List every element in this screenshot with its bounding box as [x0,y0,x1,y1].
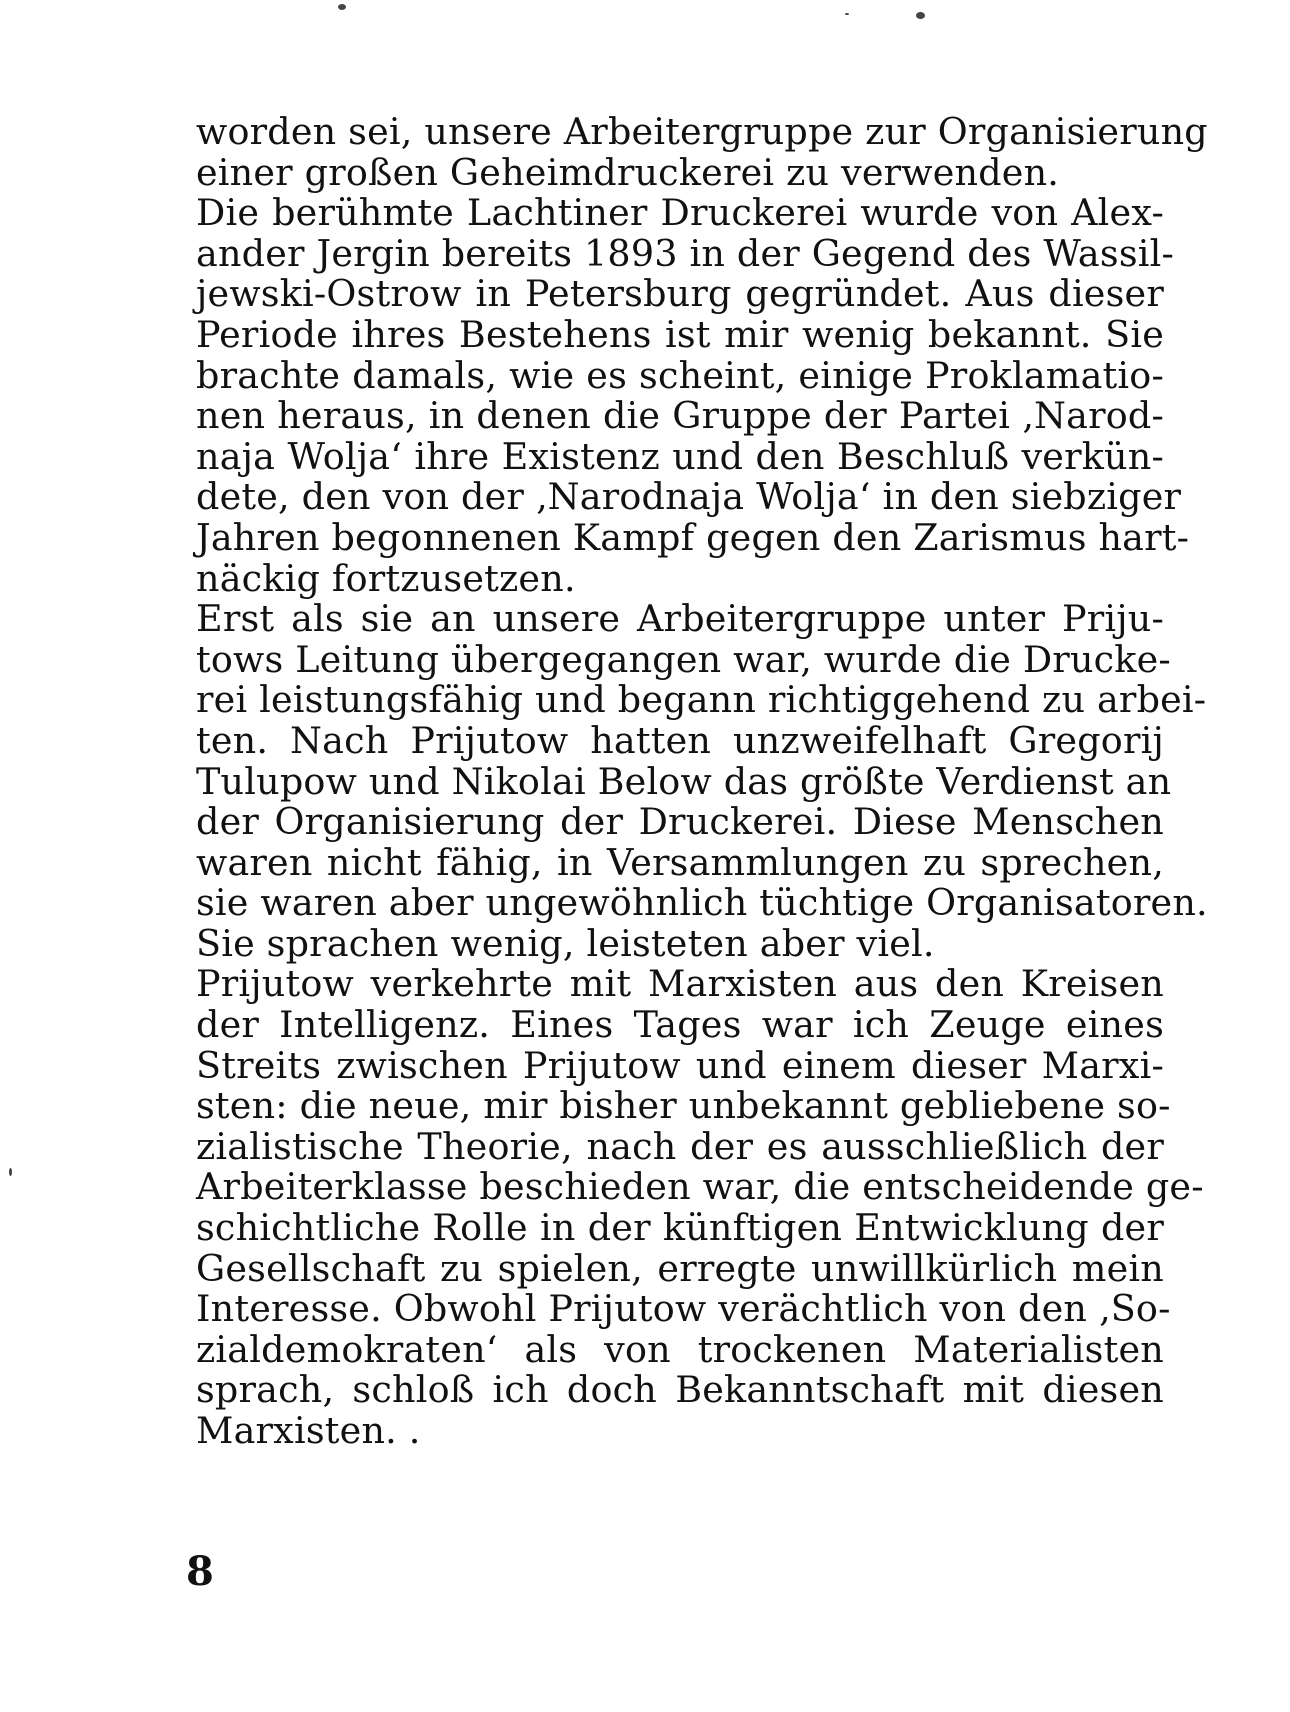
paragraph-3 [196,597,1208,965]
text-line: waren nicht fähig, in Versammlungen zu sprechen, [196,840,1164,884]
text-line: Interesse. Obwohl Prijutow verächtlich von den ‚So- [196,1287,1171,1331]
text-line: jewski-Ostrow in Petersburg gegründet. Aus dieser [196,272,1164,316]
text-line: naja Wolja‘ ihre Existenz und den Beschluß verkün- [196,434,1164,478]
text-line: ander Jergin bereits 1893 in der Gegend des Wassil- [196,231,1175,275]
text-line: der Intelligenz. Eines Tages war ich Zeuge eines [196,1003,1164,1047]
paragraph-1 [196,110,1208,194]
text-line: sie waren aber ungewöhnlich tüchtige Organisatoren. [196,881,1208,925]
paragraph-2 [196,191,1190,600]
paragraph-4 [196,962,1204,1452]
text-line: der Organisierung der Druckerei. Diese Menschen [196,800,1164,844]
text-line: sten: die neue, mir bisher unbekannt gebliebene so- [196,1084,1171,1128]
text-line: nen heraus, in denen die Gruppe der Partei ‚Narod- [196,394,1164,438]
text-line: Arbeiterklasse beschieden war, die entscheidende ge- [196,1165,1204,1209]
text-line: Periode ihres Bestehens ist mir wenig bekannt. Sie [196,312,1164,356]
text-line: schichtliche Rolle in der künftigen Entwicklung der [196,1206,1164,1250]
text-line: Die berühmte Lachtiner Druckerei wurde von Alex- [196,191,1164,235]
print-speck [916,12,925,19]
text-line: brachte damals, wie es scheint, einige Proklamatio- [196,353,1164,397]
text-line: Tulupow und Nikolai Below das größte Verdienst an [196,759,1172,803]
text-line: worden sei, unsere Arbeitergruppe zur Organisierung [196,110,1208,153]
print-speck [9,1168,12,1176]
text-line: tows Leitung übergegangen war, wurde die Drucke- [196,637,1171,681]
text-line: sprach, schloß ich doch Bekanntschaft mit diesen [196,1368,1164,1412]
print-speck [845,13,849,15]
text-line: einer großen Geheimdruckerei zu verwenden. [196,150,1060,194]
text-line: Gesellschaft zu spielen, erregte unwillkürlich mein [196,1246,1164,1290]
text-line: zialdemokraten‘ als von trockenen Materialisten [196,1327,1164,1371]
print-speck [338,4,346,10]
text-line: Erst als sie an unsere Arbeitergruppe unter Priju- [196,597,1164,641]
text-line: näckig fortzusetzen. [196,556,576,600]
text-line: rei leistungsfähig und begann richtiggehend zu arbei- [196,678,1207,722]
text-line: Prijutow verkehrte mit Marxisten aus den Kreisen [196,962,1164,1006]
text-line: ten. Nach Prijutow hatten unzweifelhaft Gregorij [196,718,1164,762]
text-line: dete, den von der ‚Narodnaja Wolja‘ in den siebziger [196,475,1182,519]
page-number: 8 [186,1548,214,1595]
text-line: Jahren begonnenen Kampf gegen den Zarismus hart- [196,515,1190,559]
text-line: Marxisten. . [196,1409,421,1452]
text-line: Streits zwischen Prijutow und einem dieser Marxi- [196,1043,1164,1087]
body-text [196,110,1208,1452]
text-line: zialistische Theorie, nach der es ausschließlich der [196,1124,1164,1168]
text-line: Sie sprachen wenig, leisteten aber viel. [196,921,935,965]
